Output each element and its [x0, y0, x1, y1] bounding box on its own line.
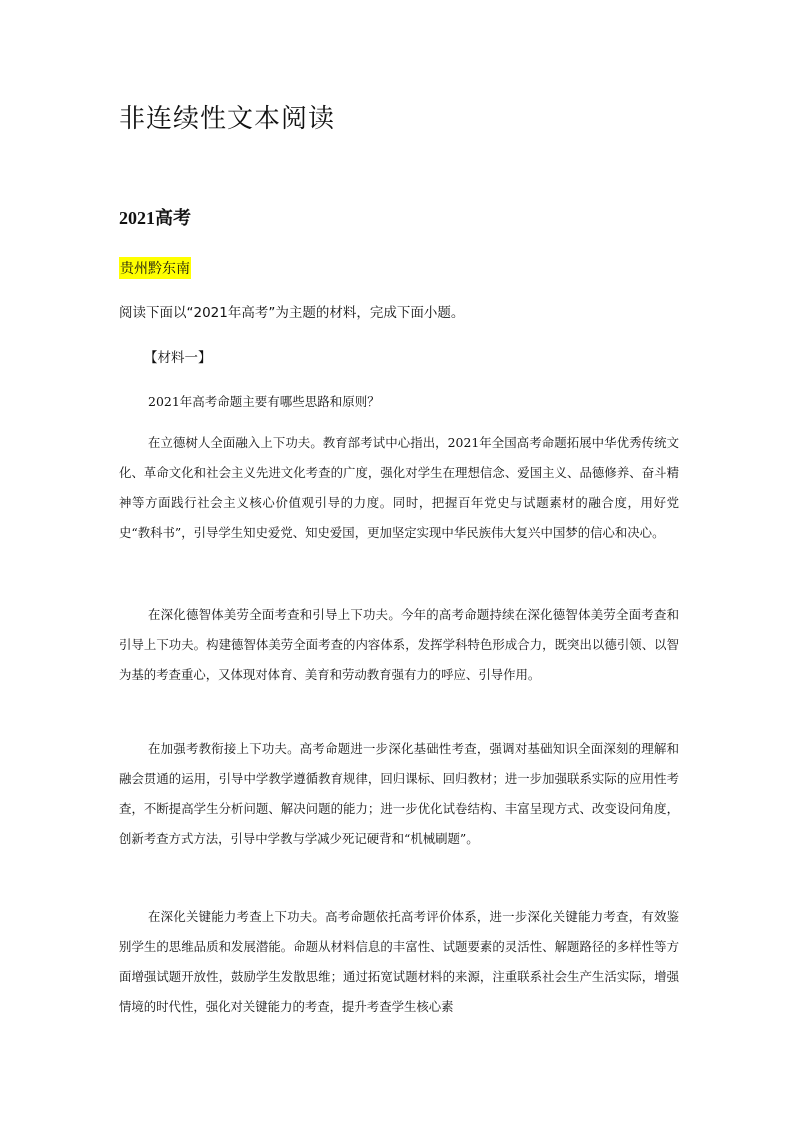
paragraph-2: 在深化德智体美劳全面考查和引导上下功夫。今年的高考命题持续在深化德智体美劳全面考查和引导上下功夫。构建德智体美劳全面考查的内容体系，发挥学科特色形成合力，既突出以德引领、以智为基的考查重心，又体现对体育、美育和劳动教育强有力的呼应、引导作用。	[119, 607, 679, 682]
year-heading: 2021高考	[119, 208, 191, 228]
paragraph-3: 在加强考教衔接上下功夫。高考命题进一步深化基础性考查，强调对基础知识全面深刻的理解和融会贯通的运用，引导中学教学遵循教育规律，回归课标、回归教材；进一步加强联系实际的应用性考查，不断提高学生分析问题、解决问题的能力；进一步优化试卷结构、丰富呈现方式、改变设问角度，创新考查方式方法，引导中学教与学减少死记硬背和“机械刷题”。	[119, 741, 679, 846]
page-title: 非连续性文本阅读	[119, 104, 336, 134]
material-label: 【材料一】	[144, 350, 212, 366]
instruction-text: 阅读下面以“2021年高考”为主题的材料，完成下面小题。	[119, 305, 465, 321]
question-text: 2021年高考命题主要有哪些思路和原则？	[148, 394, 380, 409]
region-tag: 贵州黔东南	[119, 257, 191, 279]
paragraph-1: 在立德树人全面融入上下功夫。教育部考试中心指出，2021年全国高考命题拓展中华优秀传统文化、革命文化和社会主义先进文化考查的广度，强化对学生在理想信念、爱国主义、品德修养、奋斗精神等方面践行社会主义核心价值观引导的力度。同时，把握百年党史与试题素材的融合度，用好党史“教科书”，引导学生知史爱党、知史爱国，更加坚定实现中华民族伟大复兴中国梦的信心和决心。	[119, 435, 679, 540]
paragraph-4: 在深化关键能力考查上下功夫。高考命题依托高考评价体系，进一步深化关键能力考查，有效鉴别学生的思维品质和发展潜能。命题从材料信息的丰富性、试题要素的灵活性、解题路径的多样性等方面增强试题开放性，鼓励学生发散思维；通过拓宽试题材料的来源，注重联系社会生产生活实际，增强情境的时代性，强化对关键能力的考查，提升考查学生核心素	[119, 909, 679, 1014]
